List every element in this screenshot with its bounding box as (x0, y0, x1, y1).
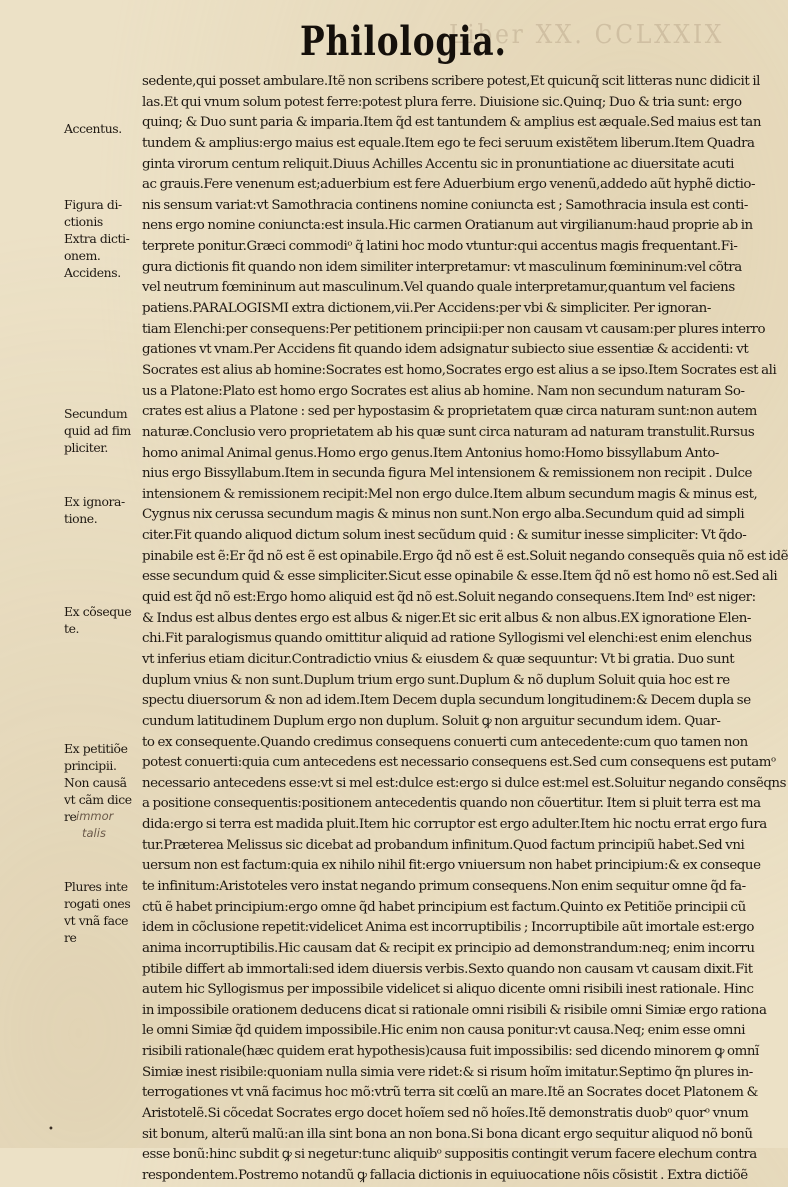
margin-note-line: Extra dicti- (64, 231, 130, 246)
margin-note-line: Plures inte (64, 879, 128, 894)
text-line: uersum non est factum:quia ex nihilo nihil fit:ergo vniuersum non habet principium:& ex conseque (142, 858, 761, 874)
page-title: Philologia. (300, 18, 507, 65)
text-line: nens ergo nomine coniuncta:est insula.Hic carmen Oratianum aut virgilianum:haud proprie ab in (142, 218, 753, 234)
text-line: Aristotelẽ.Si cõcedat Socrates ergo docet hoĩem sed nõ hoĩes.Itẽ demonstratis duobᵒ quorᵒ vnum (142, 1106, 749, 1122)
text-line: crates est alius a Platone : sed per hypostasim & proprietatem quæ circa naturam sunt:non autem (142, 404, 757, 420)
margin-note-line: Ex cõseque (64, 604, 132, 619)
margin-note-line: Ex petitiõe (64, 741, 128, 756)
text-line: esse secundum quid & esse simpliciter.Sicut esse opinabile & esse.Item q̃d nõ est homo nõ est.Sed ali (142, 569, 778, 585)
text-line: gura dictionis fit quando non idem similiter interpretamur: vt masculinum fœmininum:vel cõtra (142, 259, 742, 275)
text-line: pinabile est ẽ:Er q̃d nõ est ẽ est opinabile.Ergo q̃d nõ est ẽ est.Soluit negando consequẽs quia nõ est idẽ (142, 548, 788, 564)
margin-note-line: te. (64, 621, 80, 636)
main-text-block (142, 72, 788, 1187)
margin-note-line: tione. (64, 511, 98, 526)
text-line: gationes vt vnam.Per Accidens fit quando idem adsignatur subiecto siue essentiæ & accidenti: vt (142, 342, 749, 358)
handwritten-line: immor (76, 809, 114, 823)
text-line: patiens.PARALOGISMI extra dictionem,vii.Per Accidens:per vbi & simpliciter. Per ignoran- (142, 301, 711, 317)
text-line: chi.Fit paralogismus quando omittitur aliquid ad ratione Syllogismi vel elenchi:est enim elenchus (142, 631, 752, 647)
margin-note-line: vt cãm dice (64, 792, 132, 807)
text-line: quid est q̃d nõ est:Ergo homo aliquid est q̃d nõ est.Soluit negando consequens.Item Indᵒ est niger: (142, 590, 756, 606)
text-line: a positione consequentis:positionem antecedentis quando non cõuertitur. Item si pluit terra est ma (142, 796, 761, 812)
text-line: duplum vnius & non sunt.Duplum trium ergo sunt.Duplum & nõ duplum Soluit quia hoc est re (142, 672, 730, 688)
margin-note-figura-dictionis (64, 196, 140, 281)
text-line: homo animal Animal genus.Homo ergo genus.Item Antonius homo:Homo bissyllabum Anto- (142, 445, 720, 461)
text-line: nius ergo Bissyllabum.Item in secunda figura Mel intensionem & remissionem non recipit . Dulce (142, 466, 752, 482)
text-line: anima incorruptibilis.Hic causam dat & recipit ex principio ad demonstrandum:neq; enim incorru (142, 940, 755, 956)
text-line: necessario antecedens esse:vt si mel est:dulce est:ergo si dulce est:mel est.Soluitur negando consẽqns (142, 775, 787, 791)
margin-note-line: Accentus. (64, 121, 122, 136)
text-line: in impossibile orationem deducens dicat si rationale omni risibili & risibile omni Simiæ ergo rationa (142, 1002, 767, 1018)
text-line: terprete ponitur.Græci commodiᵒ q̃ latini hoc modo vtuntur:qui accentus magis frequentant.Fi- (142, 239, 738, 255)
text-line: idem in cõclusione repetit:videlicet Anima est incorruptibilis ; Incorruptibile aũt imortale est:ergo (142, 920, 755, 936)
text-line: te infinitum:Aristoteles vero instat negando primum consequens.Non enim sequitur omne q̃d fa- (142, 878, 746, 894)
text-line: sedente,qui posset ambulare.Itẽ non scribens scribere potest,Et quicunq̃ scit litteras nunc didicit il (142, 74, 760, 89)
text-line: & Indus est albus dentes ergo est albus & niger.Et sic erit albus & non albus.EX ignoratione Elen- (142, 610, 751, 626)
text-line: tiam Elenchi:per consequens:Per petitionem principii:per non causam vt causam:per plures interro (142, 321, 766, 337)
margin-note-line: re (64, 930, 77, 945)
text-line: respondentem.Postremo notandũ ꝙ fallacia dictionis in equiuocatione nõis cõsistit . Extra dictiõẽ (142, 1167, 748, 1183)
margin-note-line: Secundum (64, 406, 128, 421)
margin-note-line: Ex ignora- (64, 494, 125, 509)
text-line: quinq; & Duo sunt paria & imparia.Item q̃d est tantundem & amplius est æquale.Sed maius est tan (142, 115, 761, 131)
margin-note-line: rogati ones (64, 896, 131, 911)
page-mark: • (48, 1124, 54, 1135)
margin-note-line: onem. (64, 248, 101, 263)
text-line: esse bonũ:hinc subdit ꝙ si negetur:tunc aliquibᵒ suppositis contingit verum facere elechum contra (142, 1147, 757, 1163)
text-line: dida:ergo si terra est madida pluit.Item hic corruptor est ergo adulter.Item hic noctu errat ergo fura (142, 817, 767, 833)
text-line: ctũ ẽ habet principium:ergo omne q̃d habet principium est factum.Quinto ex Petitiõe principii cũ (142, 899, 746, 915)
text-line: naturæ.Conclusio vero proprietatem ab his quæ sunt circa naturam ad naturam transtulit.Rursus (142, 424, 755, 440)
margin-note-line: ctionis (64, 214, 103, 229)
text-line: ac grauis.Fere venenum est;aduerbium est fere Aduerbium ergo venenũ,addedo aũt hyphẽ dictio- (142, 177, 756, 193)
handwritten-line: talis (82, 826, 106, 840)
margin-note-line: principii. (64, 758, 117, 773)
text-line: las.Et qui vnum solum potest ferre:potest plura ferre. Diuisione sic.Quinq; Duo & tria sunt: ergo (142, 94, 742, 110)
margin-note-accentus (64, 120, 140, 137)
text-line: terrogationes vt vnã facimus hoc mõ:vtrũ terra sit cœlũ an mare.Itẽ an Socrates docet Platonem & (142, 1085, 758, 1101)
text-line: ginta virorum centum reliquit.Diuus Achilles Accentu sic in pronuntiatione ac diuersitate acuti (142, 156, 734, 172)
text-line: citer.Fit quando aliquod dictum solum inest secũdum quid : & sumitur inesse simpliciter: Vt q̃do- (142, 528, 747, 544)
text-line: us a Platone:Plato est homo ergo Socrates est alius ab homine. Nam non secundum naturam So- (142, 383, 745, 399)
text-line: vt inferius etiam dicitur.Contradictio vnius & eiusdem & quæ sequuntur: Vt bi gratia. Duo sunt (142, 651, 735, 667)
handwritten-annotation (76, 808, 152, 842)
text-line: tur.Præterea Melissus sic dicebat ad probandum infinitum.Quod factum principiũ habet.Sed vni (142, 837, 745, 853)
text-line: tundem & amplius:ergo maius est equale.Item ego te feci seruum existẽtem liberum.Item Quadra (142, 135, 755, 151)
margin-note-ex-ignoratione (64, 493, 140, 527)
margin-note-ex-consequente (64, 603, 140, 637)
text-line: potest conuerti:quia cum antecedens est necessario consequens est.Sed cum consequens est putamᵒ (142, 755, 776, 771)
text-line: risibili rationale(hæc quidem erat hypothesis)causa fuit impossibilis: sed dicendo minorem ꝙ omnĩ (142, 1044, 759, 1060)
bleedthrough-text: Liber XX. CCLXXIX (449, 20, 725, 50)
text-line: vel neutrum fœmininum aut masculinum.Vel quando quale interpretamur,quantum vel faciens (142, 280, 735, 296)
margin-note-line: re (64, 809, 77, 824)
text-line: autem hic Syllogismus per impossibile videlicet si aliquo dicente omni risibili inest rationale. Hinc (142, 982, 754, 998)
text-line: cundum latitudinem Duplum ergo non duplum. Soluit ꝙ non arguitur secundum idem. Quar- (142, 713, 721, 729)
margin-notes (0, 0, 140, 1148)
text-line: nis sensum variat:vt Samothracia continens nomine coniuncta est ; Samothracia insula est conti- (142, 197, 748, 213)
margin-note-line: pliciter. (64, 440, 108, 455)
text-line: Simiæ inest risibile:quoniam nulla simia vere ridet:& si risum hoĩm imitatur.Septimo q̃n plures in- (142, 1064, 753, 1080)
margin-note-plures-interrogationes (64, 878, 140, 946)
text-line: to ex consequente.Quando credimus consequens conuerti cum antecedente:cum quo tamen non (142, 734, 748, 750)
text-line: sit bonum, alterũ malũ:an illa sint bona an non bona.Si bona dicant ergo sequitur aliquod nõ bonũ (142, 1126, 753, 1142)
text-line: ptibile differt ab immortali:sed idem diuersis verbis.Sexto quando non causam vt causam dixit.Fit (142, 961, 753, 977)
text-line: Cygnus nix cerussa secundum magis & minus non sunt.Non ergo alba.Secundum quid ad simpli (142, 507, 745, 523)
text-line: spectu diuersorum & non ad idem.Item Decem dupla secundum longitudinem:& Decem dupla se (142, 693, 751, 709)
margin-note-line: Figura di- (64, 197, 122, 212)
margin-note-secundum-quid (64, 405, 140, 456)
text-line: le omni Simiæ q̃d quidem impossibile.Hic enim non causa ponitur:vt causa.Neq; enim esse omni (142, 1023, 746, 1039)
margin-note-line: Non causã (64, 775, 127, 790)
margin-note-line: quid ad fim (64, 423, 131, 438)
margin-note-line: Accidens. (64, 265, 121, 280)
text-line: intensionem & remissionem recipit:Mel non ergo dulce.Item album secundum magis & minus est, (142, 486, 758, 502)
margin-note-line: vt vnã face (64, 913, 129, 928)
text-line: Socrates est alius ab homine:Socrates est homo,Socrates ergo est alius a se ipso.Item Socrates est ali (142, 362, 777, 378)
